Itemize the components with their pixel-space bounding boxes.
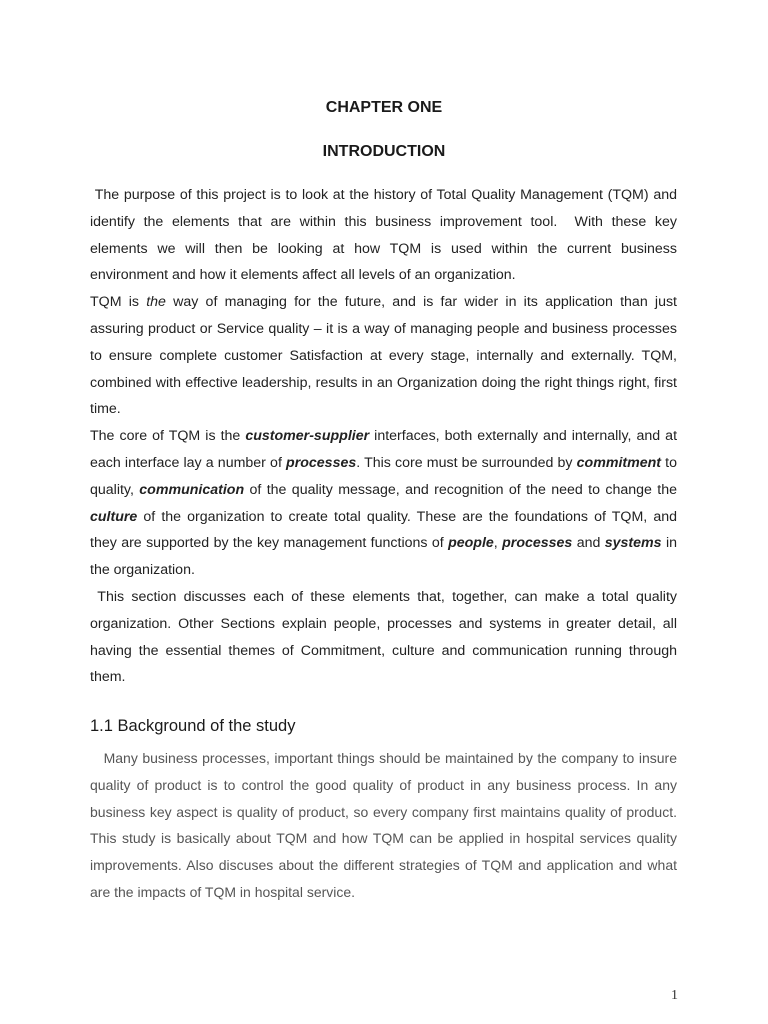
keyword-people: people [448,535,494,552]
introduction-title: INTRODUCTION [322,143,446,160]
introduction-body [90,182,681,691]
text-run: to quality, [90,454,678,498]
keyword-processes-2: processes [502,535,573,552]
chapter-title: CHAPTER ONE [325,99,443,116]
text-run: TQM is [90,294,147,311]
text-run: of the organization to create total quality. These are the foundations of TQM, and they are supported by the key management functions of [90,508,677,552]
keyword-culture: culture [90,508,138,525]
text-run: . This core must be surrounded by [356,454,577,471]
text-run: way of managing for the future, and is far wider in its application than just assuring product or Service quality – it is a way of managing people and business processes to ensure complete customer Satisfaction at every stage, internally and externally. TQM, combined with effective leadership, results in an Organization doing the right things right, first time. [90,294,677,418]
text-run: of the quality message, and recognition of the need to change the [244,481,678,498]
background-body [90,745,681,906]
page-number: 1 [671,988,678,1003]
text-run: interfaces, both externally and internally, and at each interface lay a number of [90,428,678,471]
emphasis-the: the [146,294,166,311]
text-run: The core of TQM is the [90,428,246,445]
keyword-commitment: commitment [576,454,662,471]
intro-paragraph-3 [90,423,677,584]
background-heading: 1.1 Background of the study [90,717,296,735]
intro-paragraph-2 [90,289,677,423]
text-run: , [493,535,503,552]
intro-paragraph-4: This section discusses each of these elements that, together, can make a total quality organization. Other Sections explain people, processes and systems in greater detail, all having the essential themes of Commitment, culture and communication running through them. [90,588,681,686]
keyword-systems: systems [604,535,662,552]
keyword-communication: communication [139,481,245,498]
intro-paragraph-1: The purpose of this project is to look at the history of Total Quality Management (TQM) and identify the elements that are within this business improvement tool. With these key elements we will then be looking at how TQM is used within the current business environment and how it elements affect all levels of an organization. [90,187,681,284]
text-run: and [572,535,605,552]
keyword-customer-supplier: customer-supplier [245,428,370,445]
background-paragraph: Many business processes, important things should be maintained by the company to insure quality of product is to control the good quality of product in any business process. In any business key aspect is quality of product, so every company first maintains quality of product. This study is basically about TQM and how TQM can be applied in hospital services quality improvements. Also discuses about the different strategies of TQM and application and what are the impacts of TQM in hospital service. [90,750,681,900]
keyword-processes: processes [286,454,357,471]
text-run: in the organization. [90,535,677,579]
